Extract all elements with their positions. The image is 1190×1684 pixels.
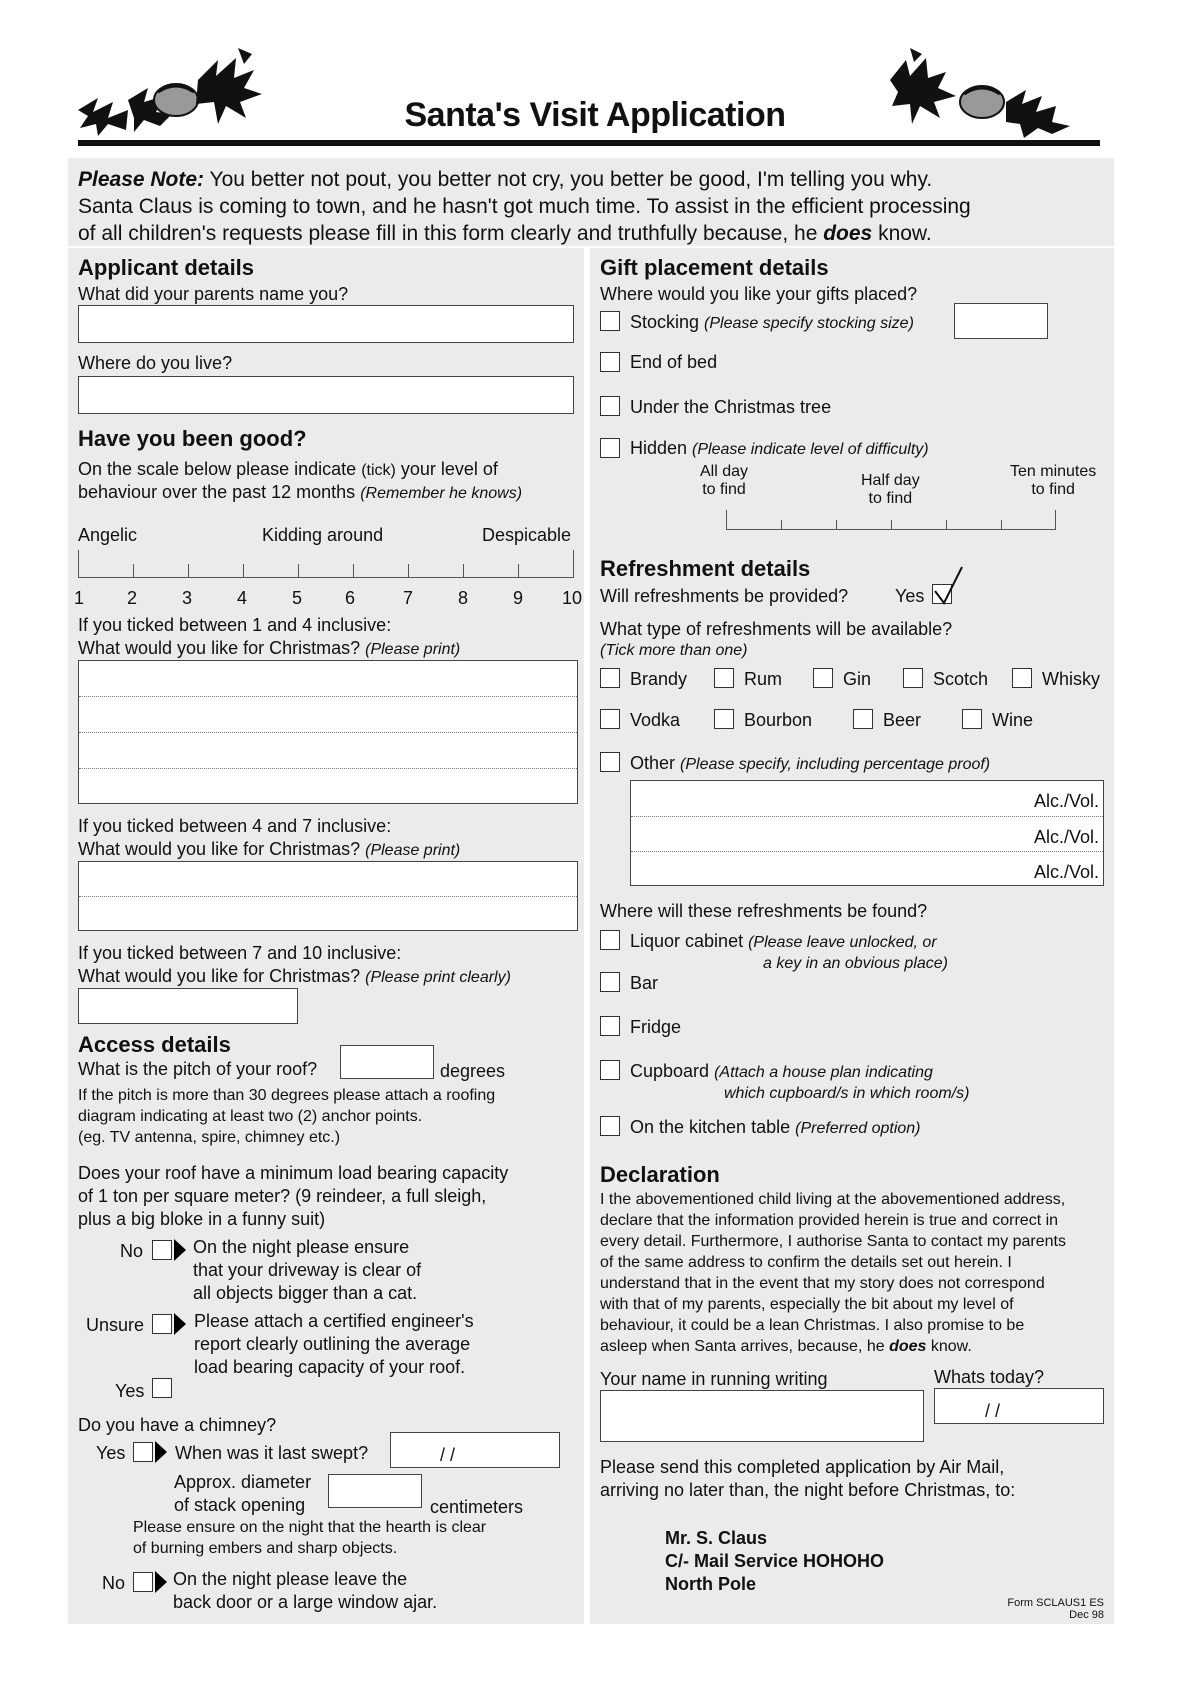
other-refreshment-note: (Please specify, including percentage proof) [680, 756, 991, 773]
tree-checkbox[interactable] [600, 396, 620, 416]
vodka-checkbox[interactable] [600, 709, 620, 729]
other-refreshment-label: Other [630, 753, 681, 773]
kitchen-table-checkbox[interactable] [600, 1116, 620, 1136]
note-text: You better not pout, you better not cry, you better be good, I'm telling you why. [204, 168, 933, 191]
whisky-label: Whisky [1042, 669, 1100, 689]
wish-q3-text: What would you like for Christmas? [78, 966, 366, 986]
scale-number: 9 [513, 588, 524, 608]
stocking-checkbox[interactable] [600, 311, 620, 331]
hearth-note-2: of burning embers and sharp objects. [133, 1540, 398, 1557]
address-question: Where do you live? [78, 353, 233, 373]
form-id-code: Form SCLAUS1 ES [1007, 1597, 1104, 1609]
difficulty-ten-minutes-1: Ten minutes [1010, 463, 1097, 480]
alc-vol-label: Alc./Vol. [1033, 862, 1099, 882]
checkmark-icon [932, 565, 966, 607]
note-text-3a: of all children's requests please fill in this form clearly and truthfully because, he [78, 222, 824, 245]
declaration-line: of the same address to confirm the details set out herein. I [600, 1254, 1012, 1271]
form-id [980, 1597, 1104, 1621]
arrow-right-icon [155, 1441, 167, 1463]
brandy-checkbox[interactable] [600, 668, 620, 688]
scale-number: 8 [458, 588, 469, 608]
scale-number: 5 [292, 588, 303, 608]
hidden-label: Hidden [630, 438, 693, 458]
scale-number: 3 [182, 588, 193, 608]
chimney-yes-checkbox[interactable] [133, 1442, 153, 1462]
other-refreshment-field[interactable] [630, 780, 1104, 886]
form-id-date: Dec 98 [1069, 1609, 1104, 1621]
arrow-right-icon [155, 1571, 167, 1593]
scale-number: 7 [403, 588, 414, 608]
diameter-label-2: of stack opening [174, 1495, 306, 1515]
load-no-text-1: On the night please ensure [193, 1237, 410, 1257]
bourbon-checkbox[interactable] [714, 709, 734, 729]
scale-number: 6 [345, 588, 356, 608]
pitch-unit: degrees [440, 1061, 506, 1081]
brandy-label: Brandy [630, 669, 688, 689]
note-line-3 [78, 222, 932, 246]
diameter-field[interactable] [328, 1474, 422, 1508]
note-label: Please Note: [78, 168, 205, 191]
end-of-bed-label: End of bed [630, 352, 718, 372]
load-no-text-3: all objects bigger than a cat. [193, 1283, 418, 1303]
stocking-option [630, 311, 914, 335]
wish-q1-note: (Please print) [365, 641, 461, 658]
beer-label: Beer [883, 710, 922, 730]
kitchen-table-note: (Preferred option) [795, 1120, 921, 1137]
difficulty-all-day-1: All day [700, 463, 749, 480]
wish-field-good[interactable] [78, 660, 578, 804]
title-rule [78, 140, 1100, 146]
other-refreshment-checkbox[interactable] [600, 752, 620, 772]
wish-q3-note: (Please print clearly) [365, 969, 511, 986]
stocking-label: Stocking [630, 312, 705, 332]
declaration-line: with that of my parents, especially the bit about my level of [600, 1296, 1014, 1313]
gin-label: Gin [843, 669, 872, 689]
send-instruction-2: arriving no later than, the night before Christmas, to: [600, 1480, 1016, 1500]
behaviour-scale[interactable] [78, 550, 574, 578]
refreshment-provided-question: Will refreshments be provided? [600, 586, 849, 606]
fridge-checkbox[interactable] [600, 1016, 620, 1036]
hidden-note: (Please indicate level of difficulty) [692, 441, 929, 458]
declaration-last-c: know. [926, 1338, 972, 1355]
wish-q1 [78, 637, 460, 661]
wine-checkbox[interactable] [962, 709, 982, 729]
wish-field-despicable[interactable] [78, 988, 298, 1024]
pitch-note-3: (eg. TV antenna, spire, chimney etc.) [78, 1129, 341, 1146]
note-line-1 [78, 168, 932, 192]
load-no-label: No [120, 1241, 144, 1261]
load-unsure-label: Unsure [86, 1315, 145, 1335]
hidden-checkbox[interactable] [600, 438, 620, 458]
swept-date-separators: / / [440, 1445, 456, 1465]
rum-label: Rum [744, 669, 783, 689]
difficulty-half-day-1: Half day [861, 472, 920, 489]
load-question-1: Does your roof have a minimum load bearing capacity [78, 1163, 509, 1183]
stocking-size-field[interactable] [954, 303, 1048, 339]
beer-checkbox[interactable] [853, 709, 873, 729]
cupboard-note-2: which cupboard/s in which room/s) [724, 1085, 970, 1102]
note-emphasis: does [823, 222, 873, 245]
page-title: Santa's Visit Application [404, 96, 786, 134]
arrow-right-icon [174, 1239, 186, 1261]
liquor-cabinet-note-1: (Please leave unlocked, or [748, 934, 937, 951]
pitch-note-2: diagram indicating at least two (2) anchor points. [78, 1108, 423, 1125]
chimney-question: Do you have a chimney? [78, 1415, 277, 1435]
signature-field[interactable] [600, 1390, 924, 1442]
load-unsure-text-1: Please attach a certified engineer's [194, 1311, 474, 1331]
declaration-line-last [600, 1336, 1066, 1357]
alc-vol-label: Alc./Vol. [1033, 791, 1099, 811]
pitch-field[interactable] [340, 1045, 434, 1079]
vodka-label: Vodka [630, 710, 681, 730]
hidden-option [630, 437, 929, 461]
refreshment-yes-label: Yes [895, 586, 925, 606]
load-yes-label: Yes [115, 1381, 145, 1401]
difficulty-half-day-2: to find [868, 490, 913, 507]
name-field[interactable] [78, 305, 574, 343]
difficulty-all-day [700, 462, 748, 500]
scotch-checkbox[interactable] [903, 668, 923, 688]
bourbon-label: Bourbon [744, 710, 813, 730]
liquor-cabinet-note-2: a key in an obvious place) [763, 955, 948, 972]
good-desc-1a: On the scale below please indicate [78, 459, 362, 479]
end-of-bed-checkbox[interactable] [600, 352, 620, 372]
other-refreshment-option [630, 752, 990, 776]
declaration-text [600, 1189, 1066, 1357]
load-unsure-text-2: report clearly outlining the average [194, 1334, 471, 1354]
load-unsure-checkbox[interactable] [152, 1314, 172, 1334]
refreshment-heading: Refreshment details [600, 556, 811, 581]
pitch-question: What is the pitch of your roof? [78, 1059, 318, 1079]
swept-date-field[interactable] [390, 1432, 560, 1468]
load-no-checkbox[interactable] [152, 1240, 172, 1260]
wish-field-kidding[interactable] [78, 861, 578, 931]
address-field[interactable] [78, 376, 574, 414]
note-line-2: Santa Claus is coming to town, and he hasn't got much time. To assist in the efficient processing [78, 195, 971, 218]
address-line-1: Mr. S. Claus [665, 1528, 768, 1548]
liquor-cabinet-option [630, 930, 937, 954]
date-label: Whats today? [934, 1367, 1045, 1387]
scale-number: 4 [237, 588, 248, 608]
send-instruction-1: Please send this completed application by Air Mail, [600, 1457, 1005, 1477]
gin-checkbox[interactable] [813, 668, 833, 688]
date-field-separators: / / [985, 1401, 1001, 1421]
good-desc-2 [78, 481, 522, 505]
gift-heading: Gift placement details [600, 255, 829, 280]
address-line-2: C/- Mail Service HOHOHO [665, 1551, 885, 1571]
liquor-cabinet-checkbox[interactable] [600, 930, 620, 950]
cupboard-label: Cupboard [630, 1061, 715, 1081]
wish-q2 [78, 838, 460, 862]
swept-question: When was it last swept? [175, 1443, 369, 1463]
scale-label-despicable: Despicable [482, 525, 572, 545]
wine-label: Wine [992, 710, 1034, 730]
scale-number: 1 [74, 588, 85, 608]
date-field[interactable] [934, 1388, 1104, 1424]
arrow-right-icon [174, 1313, 186, 1335]
stocking-note: (Please specify stocking size) [704, 315, 914, 332]
bar-label: Bar [630, 973, 659, 993]
chimney-no-text-2: back door or a large window ajar. [173, 1592, 438, 1612]
declaration-heading: Declaration [600, 1162, 720, 1187]
cupboard-option [630, 1060, 933, 1084]
scotch-label: Scotch [933, 669, 989, 689]
scale-number: 2 [127, 588, 138, 608]
difficulty-ten-minutes [1010, 462, 1096, 500]
scale-label-angelic: Angelic [78, 525, 138, 545]
load-question-3: plus a big bloke in a funny suit) [78, 1209, 326, 1229]
declaration-line: I the abovementioned child living at the abovementioned address, [600, 1191, 1066, 1208]
good-desc-1c: your level of [395, 459, 498, 479]
declaration-last-a: asleep when Santa arrives, because, he [600, 1338, 890, 1355]
refreshment-location-question: Where will these refreshments be found? [600, 901, 928, 921]
pitch-note-1: If the pitch is more than 30 degrees please attach a roofing [78, 1087, 496, 1104]
chimney-no-text-1: On the night please leave the [173, 1569, 408, 1589]
liquor-cabinet-label: Liquor cabinet [630, 931, 749, 951]
wish-q2-note: (Please print) [365, 842, 461, 859]
good-desc-1 [78, 458, 498, 481]
good-desc-2a: behaviour over the past 12 months [78, 482, 361, 502]
declaration-line: behaviour, it could be a lean Christmas. I also promise to be [600, 1317, 1025, 1334]
good-desc-remember: (Remember he knows) [360, 485, 523, 502]
bar-checkbox[interactable] [600, 972, 620, 992]
difficulty-ten-minutes-2: to find [1031, 481, 1075, 498]
rum-checkbox[interactable] [714, 668, 734, 688]
kitchen-table-option [630, 1116, 921, 1140]
good-desc-tick: (tick) [361, 462, 396, 479]
load-question-2: of 1 ton per square meter? (9 reindeer, a full sleigh, [78, 1186, 487, 1206]
declaration-line: every detail. Furthermore, I authorise Santa to contact my parents [600, 1233, 1066, 1250]
diameter-label-1: Approx. diameter [174, 1472, 312, 1492]
chimney-no-checkbox[interactable] [133, 1572, 153, 1592]
gift-question: Where would you like your gifts placed? [600, 284, 918, 304]
cupboard-checkbox[interactable] [600, 1060, 620, 1080]
fridge-label: Fridge [630, 1017, 682, 1037]
declaration-emphasis: does [889, 1338, 927, 1355]
name-question: What did your parents name you? [78, 284, 349, 304]
address-line-3: North Pole [665, 1574, 757, 1594]
kitchen-table-label: On the kitchen table [630, 1117, 796, 1137]
access-heading: Access details [78, 1032, 231, 1057]
signature-label: Your name in running writing [600, 1369, 828, 1389]
chimney-yes-label: Yes [96, 1443, 126, 1463]
wish-q3 [78, 965, 511, 989]
difficulty-all-day-2: to find [702, 481, 746, 498]
refreshment-type-note: (Tick more than one) [600, 642, 748, 659]
wish-q1-text: What would you like for Christmas? [78, 638, 366, 658]
difficulty-scale[interactable] [726, 510, 1056, 530]
wish-q2-text: What would you like for Christmas? [78, 839, 366, 859]
load-yes-checkbox[interactable] [152, 1378, 172, 1398]
cupboard-note-1: (Attach a house plan indicating [714, 1064, 933, 1081]
wish-q3-condition: If you ticked between 7 and 10 inclusive: [78, 943, 402, 963]
good-heading: Have you been good? [78, 426, 307, 451]
hearth-note-1: Please ensure on the night that the hearth is clear [133, 1519, 487, 1536]
difficulty-half-day [861, 471, 920, 509]
whisky-checkbox[interactable] [1012, 668, 1032, 688]
declaration-line: declare that the information provided herein is true and correct in [600, 1212, 1059, 1229]
refreshment-type-question: What type of refreshments will be available? [600, 619, 953, 639]
applicant-heading: Applicant details [78, 255, 255, 280]
scale-label-kidding: Kidding around [262, 525, 384, 545]
note-text-3c: know. [872, 222, 932, 245]
declaration-line: understand that in the event that my story does not correspond [600, 1275, 1045, 1292]
wish-q1-condition: If you ticked between 1 and 4 inclusive: [78, 615, 392, 635]
diameter-unit: centimeters [430, 1497, 524, 1517]
alc-vol-label: Alc./Vol. [1033, 827, 1099, 847]
load-no-text-2: that your driveway is clear of [193, 1260, 422, 1280]
wish-q2-condition: If you ticked between 4 and 7 inclusive: [78, 816, 392, 836]
chimney-no-label: No [102, 1573, 126, 1593]
load-unsure-text-3: load bearing capacity of your roof. [194, 1357, 466, 1377]
scale-number: 10 [562, 588, 583, 608]
tree-label: Under the Christmas tree [630, 397, 832, 417]
